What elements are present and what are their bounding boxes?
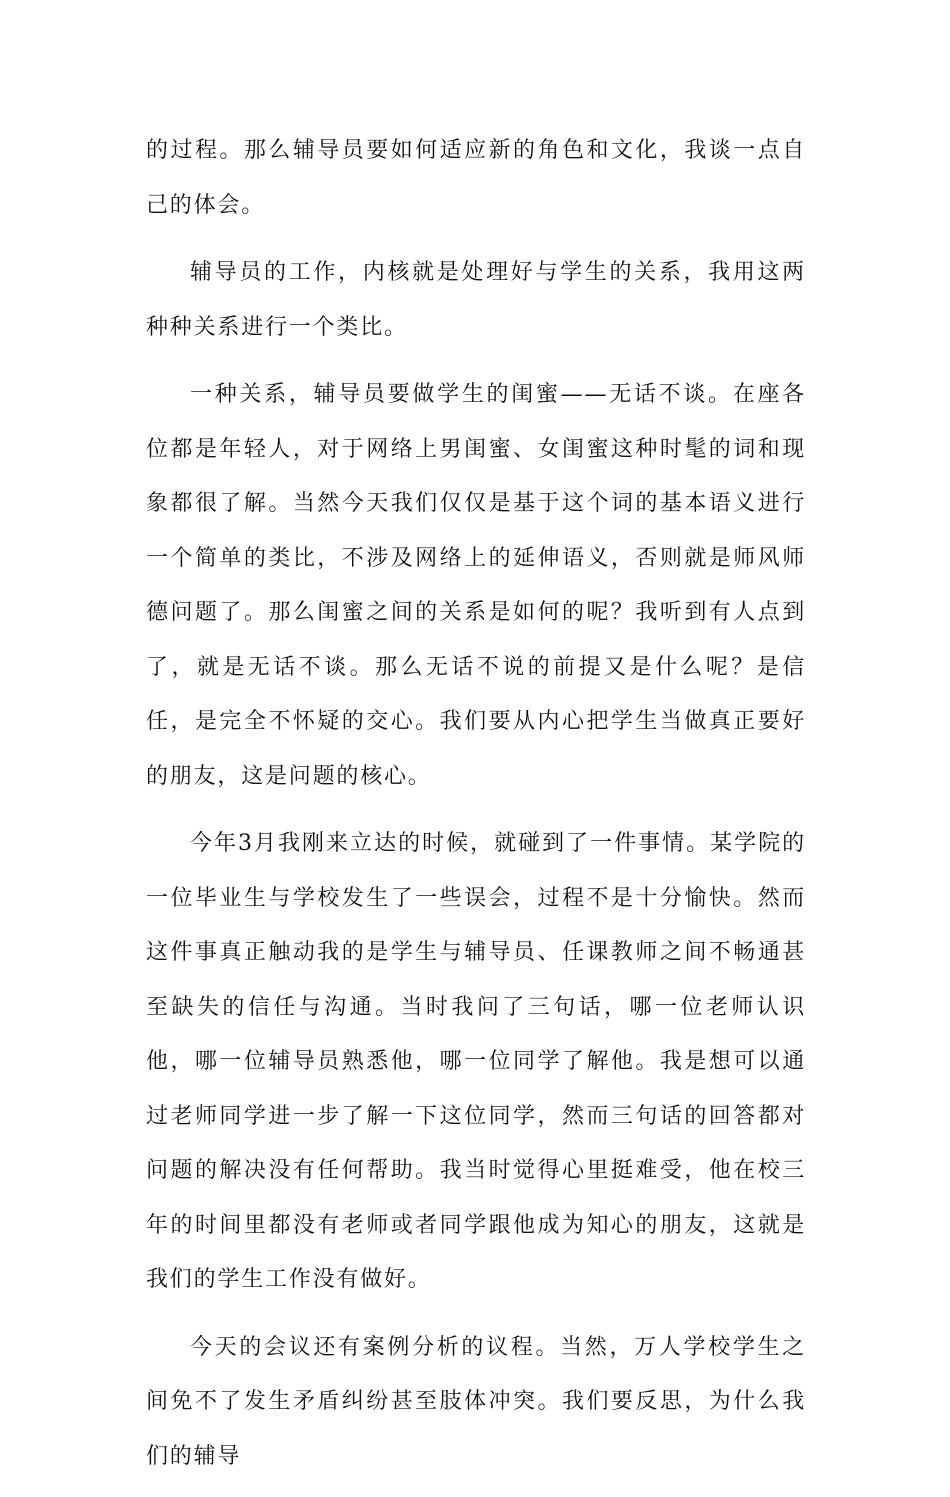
paragraph-2: 辅导员的工作，内核就是处理好与学生的关系，我用这两种种关系进行一个类比。 <box>146 260 806 340</box>
paragraph-4: 今年3月我刚来立达的时候，就碰到了一件事情。某学院的一位毕业生与学校发生了一些误会，过程不是十分愉快。然而这件事真正触动我的是学生与辅导员、任课教师之间不畅通甚至缺失的信任与沟通。当时我问了三句话，哪一位老师认识他，哪一位辅导员熟悉他，哪一位同学了解他。我是想可以通过老师同学进一步了解一下这位同学，然而三句话的回答都对问题的解决没有任何帮助。我当时觉得心里挺难受，他在校三年的时间里都没有老师或者同学跟他成为知心的朋友，这就是我们的学生工作没有做好。 <box>146 831 806 1292</box>
paragraph-1: 的过程。那么辅导员要如何适应新的角色和文化，我谈一点自己的体会。 <box>146 138 806 218</box>
paragraph-3: 一种关系，辅导员要做学生的闺蜜——无话不谈。在座各位都是年轻人，对于网络上男闺蜜、女闺蜜这种时髦的词和现象都很了解。当然今天我们仅仅是基于这个词的基本语义进行一个简单的类比，不涉及网络上的延伸语义，否则就是师风师德问题了。那么闺蜜之间的关系是如何的呢？我听到有人点到了，就是无话不谈。那么无话不说的前提又是什么呢？是信任，是完全不怀疑的交心。我们要从内心把学生当做真正要好的朋友，这是问题的核心。 <box>146 382 806 789</box>
document-body <box>146 124 806 1497</box>
paragraph-5: 今天的会议还有案例分析的议程。当然，万人学校学生之间免不了发生矛盾纠纷甚至肢体冲突。我们要反思，为什么我们的辅导 <box>146 1334 806 1469</box>
